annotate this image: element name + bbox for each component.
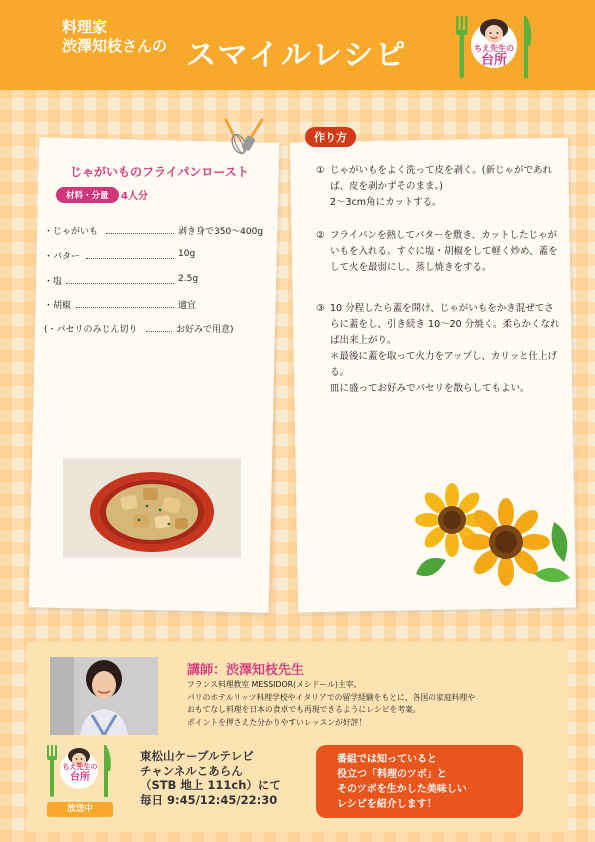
page-title: スマイルレシピ [186, 38, 408, 73]
instructor-line: フランス料理教室 MESSIDOR(メシドール)主宰。 [187, 680, 362, 689]
knife-icon [524, 16, 531, 78]
instructor-title: 講師：渋澤知枝先生 [187, 663, 305, 678]
logo-text-line1: ちえ先生の [474, 44, 514, 53]
on-air-badge: 放送中 [47, 802, 113, 817]
leader-dots [86, 258, 174, 259]
step-number: ② [316, 230, 325, 241]
whisk-spatula-icon [212, 114, 272, 158]
ingredient-amount: 2.5g [178, 274, 199, 284]
instructor-photo [50, 657, 158, 735]
header-subtitle-line1: 料理家 [62, 18, 108, 36]
ingredient-name: ・胡椒 [44, 301, 72, 311]
header-subtitle-line2: 渋澤知枝さんの [62, 37, 168, 55]
leader-dots [66, 283, 174, 284]
step-1 [316, 163, 560, 211]
instructor-description [187, 679, 567, 729]
step-2 [316, 228, 560, 276]
header-subtitle [62, 18, 167, 56]
dish-photo [63, 458, 241, 558]
ingredient-amount: お好みで用意) [176, 325, 234, 335]
ingredient-name: ・じゃがいも [44, 227, 99, 237]
ingredients-label: 材料・分量 [56, 187, 119, 203]
ingredient-name: (・パセリのみじん切り [44, 325, 138, 335]
ingredient-amount: 10g [178, 249, 196, 259]
instructor-line: おもてなし料理を日本の食卓でも再現できるようにレシピを考案。 [187, 705, 421, 715]
ingredient-name: ・塩 [44, 277, 63, 287]
callout-line: そのツボを生かした美味しい [337, 784, 467, 795]
leader-dots [76, 307, 174, 308]
callout-line: 番組では知っていると [337, 754, 437, 765]
fork-icon [47, 745, 57, 797]
step-text: 10 分程したら蓋を開け、じゃがいもをかき混ぜてさらに蓋をし、引き続き 10～20 分焼く。柔らかくなれば出来上がり。 ＊最後に蓋を取って火力をアップし、カリッと仕上げる。 皿に盛ってお好みでパセリを散らしてもよい。 [330, 303, 560, 394]
logo-text-line2: 台所 [480, 53, 507, 68]
leader-dots [106, 233, 174, 234]
logo-text-small [58, 763, 102, 783]
step-number: ① [316, 165, 325, 176]
broadcast-line: チャンネルこあらん [140, 763, 243, 778]
callout-line: レシピを紹介します！ [337, 799, 437, 810]
step-number: ③ [316, 303, 325, 314]
program-callout [316, 745, 523, 818]
broadcast-line: 毎日 9:45/12:45/22:30 [140, 792, 278, 807]
servings: 4人分 [121, 191, 148, 202]
ingredient-amount: 剥き身で350～400g [178, 227, 264, 237]
broadcast-line: （STB 地上 111ch）にて [140, 778, 281, 792]
broadcast-line: 東松山ケーブルテレビ [140, 749, 254, 763]
logo-text-line2: 台所 [70, 772, 90, 783]
step-3 [316, 301, 560, 397]
knife-icon [104, 745, 111, 797]
step-text: フライパンを熱してバターを敷き、カットしたじゃがいもを入れる。すぐに塩・胡椒をして軽く炒め、蓋をして火を最弱にし、蒸し焼きをする。 [330, 230, 558, 273]
recipe-title: じゃがいものフライパンロースト [70, 165, 249, 179]
instructor-portrait-illustration [50, 657, 158, 735]
ingredient-amount: 適宜 [178, 301, 197, 311]
instructor-line: ポイントを押さえた分かりやすいレッスンが好評！ [187, 717, 367, 727]
logo-text [466, 44, 522, 68]
instructor-line: パリのホテルリッツ料理学校やイタリアでの留学経験をもとに、各国の家庭料理や [187, 692, 476, 702]
logo-text-line1: ちえ先生の [62, 763, 98, 771]
ingredient-name: ・バター [44, 252, 81, 262]
roast-potatoes-illustration [63, 458, 241, 558]
callout-line: 役立つ「料理のツボ」と [337, 769, 447, 780]
sunflower-icon [404, 482, 574, 592]
broadcast-info [140, 749, 281, 807]
steps-label: 作り方 [305, 127, 356, 147]
step-text: じゃがいもをよく洗って皮を剥く。(新じゃがであれば、皮を剥かずそのまま。) 2～3cm角にカットする。 [330, 165, 553, 208]
leader-dots [146, 331, 172, 332]
